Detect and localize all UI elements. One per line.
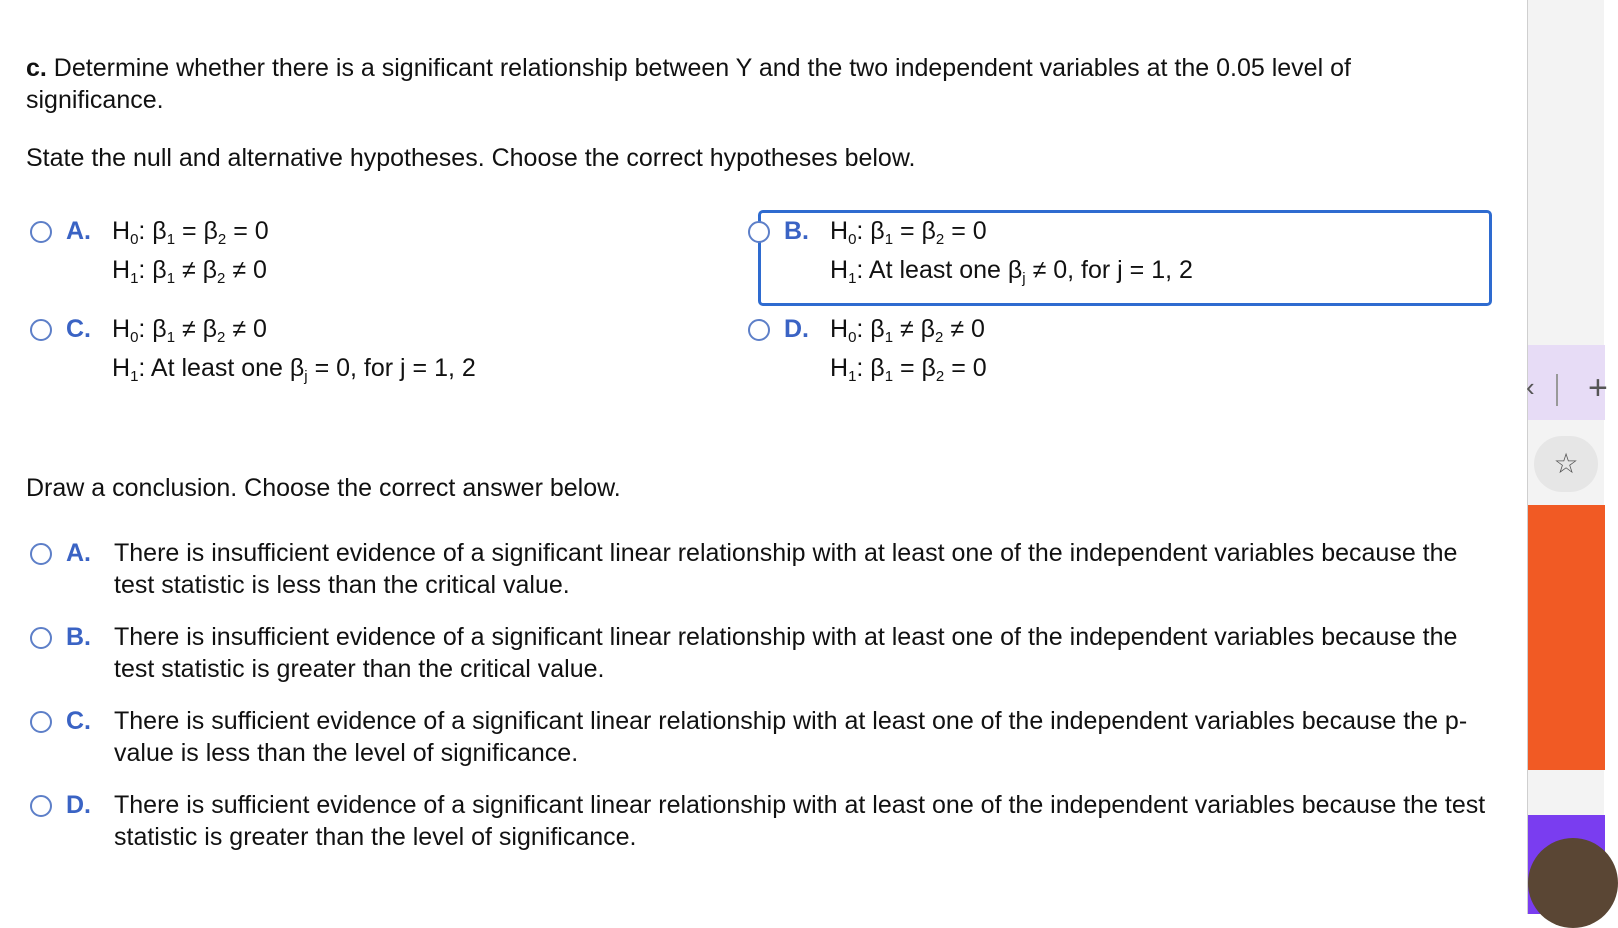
alternative-hypothesis: $H_1$: At least one $\beta_j = 0$, for j = 1, 2	[112, 354, 476, 385]
null-hypothesis: $H_0$: $\beta_1 \ne \beta_2 \ne 0$	[112, 315, 267, 346]
radio-button[interactable]	[748, 319, 770, 341]
null-hypothesis: $H_0$: $\beta_1 = \beta_2 = 0$	[112, 217, 269, 248]
bookmark-star-button[interactable]	[1534, 436, 1598, 492]
chevron-left-icon[interactable]: ‹	[1526, 372, 1535, 402]
radio-button[interactable]	[30, 627, 52, 649]
radio-button[interactable]	[30, 319, 52, 341]
option-text: There is sufficient evidence of a significant linear relationship with at least one of the independent variables because the p-value is less than the level of significance.	[114, 707, 1468, 767]
alternative-hypothesis: $H_1$: $\beta_1 = \beta_2 = 0$	[830, 354, 987, 385]
radio-button[interactable]	[30, 711, 52, 733]
option-letter: D.	[66, 791, 91, 819]
option-text: There is sufficient evidence of a significant linear relationship with at least one of the independent variables because the test statistic is greater than the level of significance.	[114, 791, 1486, 851]
alternative-hypothesis: $H_1$: $\beta_1 \ne \beta_2 \ne 0$	[112, 256, 267, 287]
radio-button[interactable]	[30, 221, 52, 243]
star-icon: ☆	[1553, 448, 1579, 479]
plus-icon[interactable]: +	[1588, 369, 1608, 407]
null-hypothesis: $H_0$: $\beta_1 \ne \beta_2 \ne 0$	[830, 315, 985, 346]
option-text: There is insufficient evidence of a significant linear relationship with at least one of the independent variables because the test statistic is less than the critical value.	[114, 539, 1458, 599]
option-letter: D.	[784, 315, 809, 343]
question-body: Determine whether there is a significant relationship between Y and the two independent variables at the 0.05 level of significance.	[26, 54, 1351, 114]
option-letter: B.	[784, 217, 809, 245]
conclusion-prompt: Draw a conclusion. Choose the correct answer below.	[26, 474, 621, 502]
question-text	[26, 52, 1466, 116]
part-label: c.	[26, 54, 47, 82]
side-toolbar	[1526, 369, 1608, 407]
avatar	[1528, 838, 1618, 928]
option-text: There is insufficient evidence of a significant linear relationship with at least one of the independent variables because the test statistic is greater than the critical value.	[114, 623, 1458, 683]
hypotheses-prompt: State the null and alternative hypotheses. Choose the correct hypotheses below.	[26, 144, 916, 172]
radio-button[interactable]	[748, 221, 770, 243]
option-letter: C.	[66, 315, 91, 343]
alternative-hypothesis: $H_1$: At least one $\beta_j \ne 0$, for j = 1, 2	[830, 256, 1193, 287]
divider	[1556, 374, 1558, 406]
option-letter: B.	[66, 623, 91, 651]
option-letter: A.	[66, 539, 91, 567]
radio-button[interactable]	[30, 543, 52, 565]
orange-side-banner	[1528, 505, 1605, 770]
option-letter: A.	[66, 217, 91, 245]
null-hypothesis: $H_0$: $\beta_1 = \beta_2 = 0$	[830, 217, 987, 248]
radio-button[interactable]	[30, 795, 52, 817]
browser-side-panel	[1526, 0, 1608, 914]
option-letter: C.	[66, 707, 91, 735]
